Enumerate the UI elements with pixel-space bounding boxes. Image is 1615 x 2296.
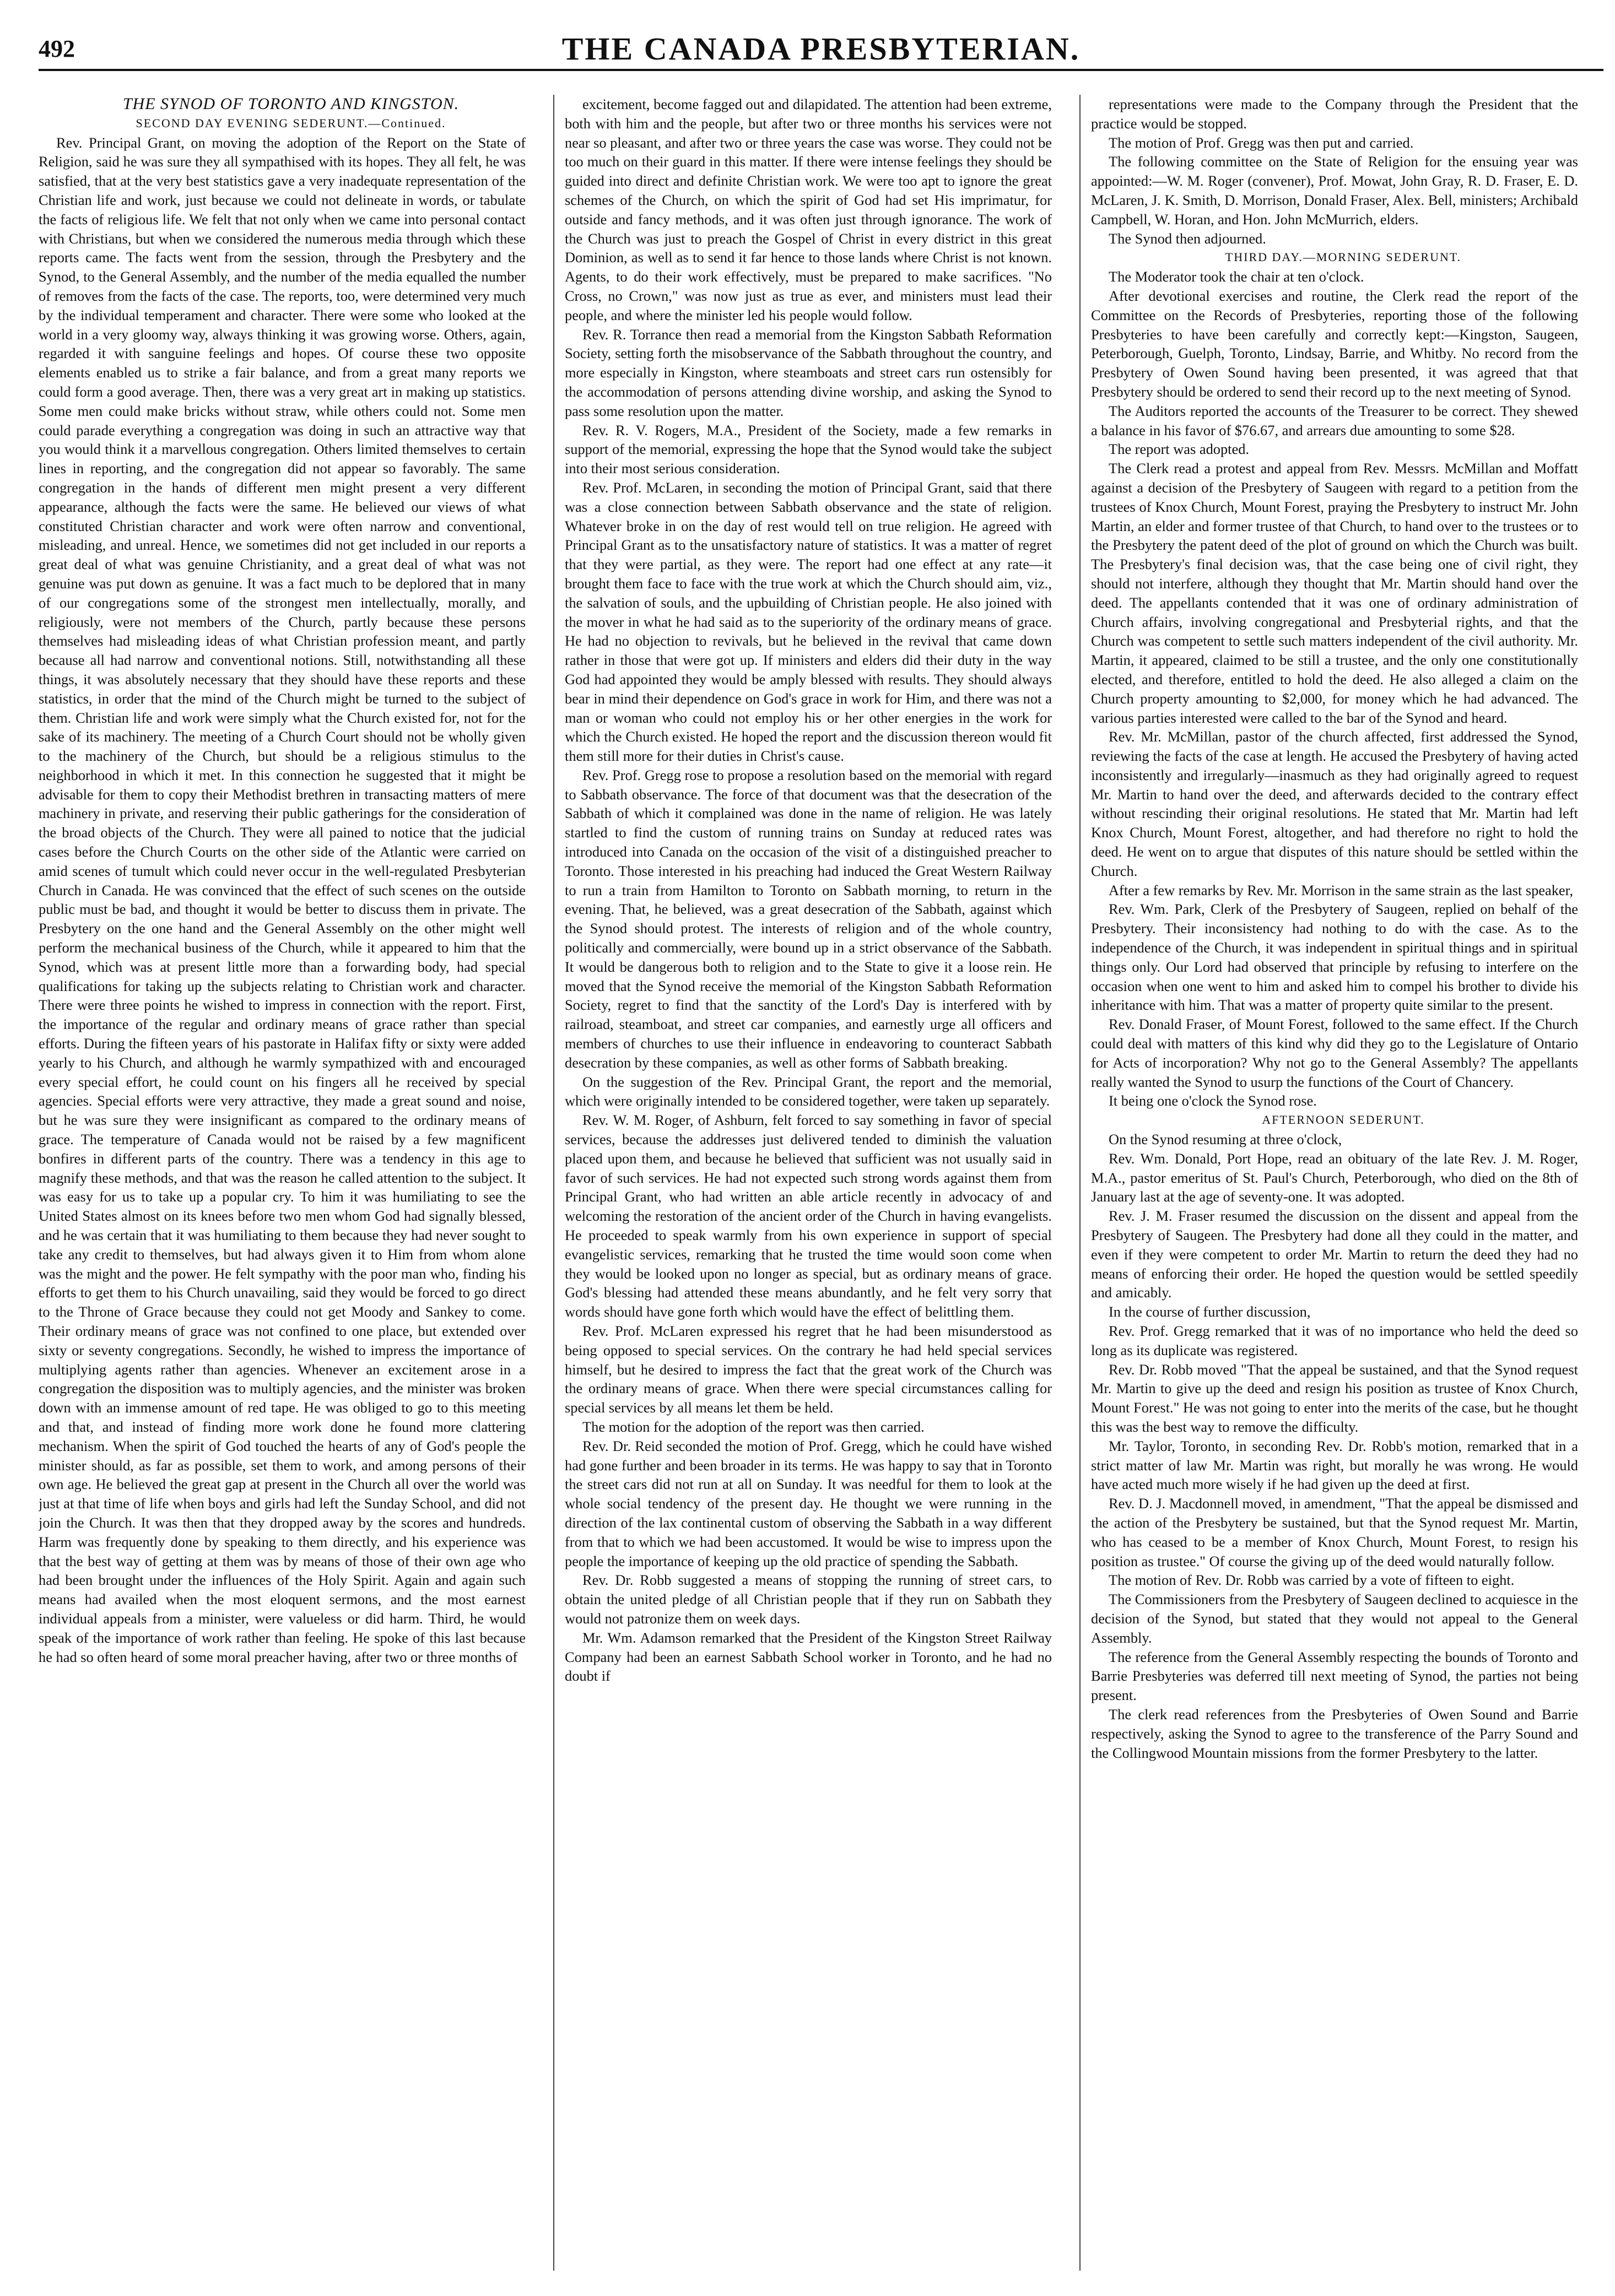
article-paragraph: Rev. Mr. McMillan, pastor of the church affected, first addressed the Synod, reviewing the facts of the case at length. He accused the Presbytery of having acted inconsistently and irregularly—inasmuch as they had originally agreed to request Mr. Martin to hand over the deed, and afterwards decided to the contrary effect without rescinding their original resolutions. He stated that Mr. Martin had left Knox Church, Mount Forest, altogether, and had therefore no right to hold the deed. He went on to argue that disputes of this nature should be settled within the Church. — [1091, 728, 1578, 879]
masthead: THE CANADA PRESBYTERIAN. — [561, 31, 1081, 67]
article-paragraph: The motion for the adoption of the report was then carried. — [582, 1418, 925, 1435]
article-paragraph: representations were made to the Company through the President that the practice would be stopped. — [1091, 96, 1578, 132]
article-paragraph: The Commissioners from the Presbytery of Saugeen declined to acquiesce in the decision of the Synod, but stated that they would not appeal to the General Assembly. — [1091, 1591, 1578, 1646]
article-paragraph: On the Synod resuming at three o'clock, — [1109, 1131, 1342, 1148]
article-paragraph: The report was adopted. — [1109, 441, 1250, 458]
section-subhead: THIRD DAY.—MORNING SEDERUNT. — [1225, 250, 1462, 264]
article-paragraph: Rev. Wm. Donald, Port Hope, read an obituary of the late Rev. J. M. Roger, M.A., pastor emeritus of St. Paul's Church, Peterborough, who died on the 8th of January last at the age of seventy-one. It was adopted. — [1091, 1150, 1578, 1205]
article-paragraph: Rev. D. J. Macdonnell moved, in amendment, "That the appeal be dismissed and the action of the Presbytery be sustained, but that the Synod request Mr. Martin, who has ceased to be a member of Knox Church, Mount Forest, to resign his position as trustee." Of course the giving up of the deed would naturally follow. — [1091, 1495, 1578, 1569]
article-paragraph: On the suggestion of the Rev. Principal Grant, the report and the memorial, which were originally intended to be considered together, were taken up separately. — [565, 1073, 1052, 1109]
article-paragraph: After a few remarks by Rev. Mr. Morrison in the same strain as the last speaker, — [1109, 881, 1573, 898]
article-paragraph: The Moderator took the chair at ten o'clock. — [1109, 268, 1364, 285]
article-paragraph: Rev. Prof. McLaren expressed his regret that he had been misunderstood as being opposed to special services. On the contrary he had held special services himself, but he desired to impress the fact that the great work of the Church was the ordinary means of grace. When there were special circumstances calling for special services by all means let them be held. — [565, 1323, 1052, 1416]
article-paragraph: excitement, become fagged out and dilapidated. The attention had been extreme, both with him and the people, but after two or three months his services were not near so pleasant, and after two or three years the case was worse. They could not be too much on their guard in this matter. If there were intense feelings they should be guided into direct and definite Christian work. We were too apt to ignore the great schemes of the Church, on which the spirit of God had set His imprimatur, for outside and fancy methods, and it was often just through ignorance. The work of the Church was just to preach the Gospel of Christ in every district in this great Dominion, as well as to send it far hence to those lands where Christ is not known. Agents, to do their work effectively, must be prepared to make sacrifices. "No Cross, no Crown," was now just as true as ever, and ministers must lead their people, and where the minister led his people would follow. — [565, 96, 1052, 323]
article-paragraph: Rev. Dr. Reid seconded the motion of Prof. Gregg, which he could have wished had gone further and been broader in its terms. He was happy to say that in Toronto the street cars did not run at all on Sunday. It was needful for them to look at the whole social tendency of the present day. He thought we were running in the direction of the lax continental custom of observing the Sabbath in a way different from that to which we had been accustomed. It would be wise to impress upon the people the importance of keeping up the old practice of spending the Sabbath. — [565, 1437, 1052, 1569]
article-paragraph: Rev. Wm. Park, Clerk of the Presbytery of Saugeen, replied on behalf of the Presbytery. Their inconsistency had nothing to do with the case. As to the independence of the Church, it was independent in spiritual things and in spiritual things only. Our Lord had observed that principle by refusing to interfere on the occasion when one went to him and asked him to compel his brother to divide his inheritance with him. That was a matter of property quite similar to the present. — [1091, 901, 1578, 1014]
article-paragraph: Rev. Principal Grant, on moving the adoption of the Report on the State of Religion, said he was sure they all sympathised with its hopes. They all felt, he was satisfied, that at the very best statistics gave a very inadequate representation of the Christian life and work, just because we could not delineate in words, or tabulate the facts of religious life. We felt that not only when we came into personal contact with Christians, but when we considered the numerous media through which these reports came. The facts went from the session, through the Presbytery and the Synod, to the General Assembly, and the number of the media equalled the number of removes from the facts of the case. The reports, too, were determined very much by the individual temperament and character. There were some who looked at the world in a very gloomy way, always thinking it was growing worse. Others, again, regarded it with sanguine feelings and hopes. Of course these two opposite elements enabled us to strike a fair balance, and from a great many reports we could form a good average. Then, there was a very great art in making up statistics. Some men could make bricks without straw, while others could not. Some men could parade everything a congregation was doing in such an attractive way that you would think it a marvellous congregation. Others limited themselves to certain lines in reporting, and the congregation did not appear so favorably. The same congregation in the hands of different men might present a very different appearance, although the facts were the same. He believed our views of what constituted Christian character and work were often narrow and conventional, misleading, and unreal. Hence, we sometimes did not get included in our reports a great deal of what was genuine Christianity, and a great deal of what was not genuine was put down as genuine. It was a fact much to be deplored that in many of our congregations some of the strongest men intellectually, morally, and religiously, were not members of the Church, partly because these persons themselves had misleading ideas of what Christian profession meant, and partly because all had narrow and conventional notions. Still, notwithstanding all these things, it was absolutely necessary that they should have these reports and these statistics, in order that the mind of the Church might be turned to the subject of them. Christian life and work were simply what the Church existed for, not for the sake of its machinery. The meeting of a Church Court should not be wholly given to the machinery of the Church, but should be a religious stimulus to the neighborhood in which it met. In this connection he suggested that it might be advisable for them to copy their Methodist brethren in transacting matters of mere machinery in private, and reserving their public gatherings for the consideration of the broad objects of the Church. They were all pained to notice that the judicial cases before the Church Courts on the other side of the Atlantic were carried on amid scenes of tumult which could never occur in the well-regulated Presbyterian Church in Canada. He was convinced that the effect of such scenes on the outside public must be bad, and thought it would be better to discuss them in private. The Presbytery on the one hand and the General Assembly on the other might well perform the mechanical business of the Church, while it appeared to him that the Synod, which was at present little more than a forwarding body, had special qualifications for taking up the subjects relating to Christian work and character. There were three points he wished to impress in connection with the report. First, the importance of the regular and ordinary means of grace rather than special efforts. During the fifteen years of his pastorate in Halifax fifty or sixty were added yearly to his Church, and although he warmly sympathized with and encouraged every special effort, he could count on his fingers all he received by special agencies. Special efforts were very attractive, they made a great sound and noise, but he was sure they were insignificant as compared to the ordinary means of grace. The temperature of Canada would not be raised by a few magnificent bonfires in different parts of the country. There was a tendency in this age to magnify these methods, and that was the reason he called attention to the subject. It was easy for us to take up a popular cry. To him it was humiliating to see the United States almost on its knees before two men whom God had signally blessed, and he was certain that it was humiliating to them because they had never sought to take any credit to themselves, but had always given it to Him from whom alone was the might and the power. He felt sympathy with the poor man who, finding his efforts to get them to his Church unavailing, said they would be forced to go direct to the Throne of Grace because they could not get Moody and Sankey to come. Their ordinary means of grace was not confined to one place, but extended over sixty or seventy congregations. Secondly, he wished to impress the importance of multiplying agents rather than agencies. Whenever an excitement arose in a congregation the disposition was to multiply agencies, and the minister was broken down with an immense amount of red tape. He was obliged to go to this meeting and that, and instead of finding more work done he found more clattering mechanism. When the spirit of God touched the hearts of any of God's people the minister should, as far as possible, set them to work, and among persons of their own age. He believed the great gap at present in the Church all over the world was just at that time of life when boys and girls had left the Sunday School, and did not join the Church. It was then that they dropped away by the scores and hundreds. Harm was frequently done by speaking to them directly, and his experience was that the best way of getting at them was by means of those of their own age who had been brought under the influences of the Holy Spirit. Again and again such means had availed when the most eloquent sermons, and the most earnest individual appeals from a minister, were valueless or did harm. Third, he would speak of the importance of work rather than feeling. He spoke of this last because he had so often heard of some moral preacher having, after two or three months of — [39, 134, 526, 1665]
article-paragraph: Rev. J. M. Fraser resumed the discussion on the dissent and appeal from the Presbytery of Saugeen. The Presbytery had done all they could in the matter, and even if they were competent to order Mr. Martin to return the deed they had no means of enforcing their order. He hoped the question would be settled speedily and amicably. — [1091, 1207, 1578, 1301]
article-paragraph: The Synod then adjourned. — [1109, 230, 1266, 247]
article-paragraph: The clerk read references from the Presbyteries of Owen Sound and Barrie respectively, asking the Synod to agree to the transference of the Parry Sound and the Collingwood Mountain missions from the former Presbytery to the latter. — [1091, 1705, 1578, 1761]
article-paragraph: Rev. Dr. Robb suggested a means of stopping the running of street cars, to obtain the united pledge of all Christian people that if they run on Sabbath they would not patronize them on week days. — [565, 1572, 1052, 1627]
article-paragraph: Rev. R. V. Rogers, M.A., President of the Society, made a few remarks in support of the memorial, expressing the hope that the Synod would take the subject into their most serious consideration. — [565, 421, 1052, 477]
article-paragraph: Mr. Wm. Adamson remarked that the President of the Kingston Street Railway Company had been an earnest Sabbath School worker in Toronto, and he had no doubt if — [565, 1629, 1052, 1685]
column-2 — [565, 95, 1052, 2276]
article-title: THE SYNOD OF TORONTO AND KINGSTON. — [122, 95, 460, 113]
section-subhead: SECOND DAY EVENING SEDERUNT.—Continued. — [136, 116, 446, 130]
article-paragraph: The reference from the General Assembly respecting the bounds of Toronto and Barrie Presbyteries was deferred till next meeting of Synod, the parties not being present. — [1091, 1648, 1578, 1704]
article-paragraph: After devotional exercises and routine, the Clerk read the report of the Committee on the Records of Presbyteries, reporting those of the following Presbyteries to have been carefully and correctly kept:—Kingston, Saugeen, Peterborough, Guelph, Toronto, Lindsay, Barrie, and Whitby. No record from the Presbytery of Owen Sound having been presented, it was agreed that that Presbytery should be ordered to send their record up to the next meeting of Synod. — [1091, 287, 1578, 400]
column-divider — [553, 95, 554, 2271]
column-1 — [39, 95, 526, 2276]
article-paragraph: Rev. Donald Fraser, of Mount Forest, followed to the same effect. If the Church could deal with matters of this kind why did they go to the Legislature of Ontario for Acts of incorporation? Why not go to the General Assembly? The appellants really wanted the Synod to usurp the functions of the Court of Chancery. — [1091, 1016, 1578, 1090]
article-paragraph: The motion of Rev. Dr. Robb was carried by a vote of fifteen to eight. — [1109, 1572, 1515, 1589]
article-paragraph: The following committee on the State of Religion for the ensuing year was appointed:—W. M. Roger (convener), Prof. Mowat, John Gray, R. D. Fraser, E. D. McLaren, J. K. Smith, D. Morrison, Donald Fraser, Alex. Bell, ministers; Archibald Campbell, W. Horan, and Hon. John McMurrich, elders. — [1091, 153, 1578, 228]
article-paragraph: Rev. Prof. Gregg remarked that it was of no importance who held the deed so long as its duplicate was registered. — [1091, 1323, 1578, 1358]
page-header — [39, 30, 1603, 67]
article-paragraph: In the course of further discussion, — [1109, 1303, 1311, 1320]
article-paragraph: Rev. Dr. Robb moved "That the appeal be sustained, and that the Synod request Mr. Martin to give up the deed and resign his position as trustee of Knox Church, Mount Forest." He was not going to enter into the merits of the case, but he thought this was the best way to remove the difficulty. — [1091, 1361, 1578, 1435]
column-divider — [1079, 95, 1081, 2271]
page-number: 492 — [39, 35, 75, 62]
article-paragraph: Rev. R. Torrance then read a memorial from the Kingston Sabbath Reformation Society, setting forth the misobservance of the Sabbath throughout the country, and more especially in Kingston, where steamboats and street cars run ostensibly for the accommodation of persons attending divine worship, and asking the Synod to pass some resolution upon the matter. — [565, 326, 1052, 419]
article-paragraph: The Auditors reported the accounts of the Treasurer to be correct. They shewed a balance in his favor of $76.67, and arrears due amounting to some $28. — [1091, 402, 1578, 438]
article-paragraph: Rev. W. M. Roger, of Ashburn, felt forced to say something in favor of special services, because the addresses just delivered tended to diminish the valuation placed upon them, and because he believed that sufficient was not usually said in favor of such services. He had not expected such strong words against them from Principal Grant, who had written an able article recently in advocacy of and welcoming the restoration of the ancient order of the Church in having evangelists. He proceeded to speak warmly from his own experience in support of special evangelistic services, remarking that he trusted the time would soon come when they would be looked upon no longer as special, but as ordinary means of grace. God's blessing had attended these means abundantly, and he felt very sorry that words should have gone forth which would have the effect of belittling them. — [565, 1112, 1052, 1320]
article-paragraph: The Clerk read a protest and appeal from Rev. Messrs. McMillan and Moffatt against a decision of the Presbytery of Saugeen with regard to a petition from the trustees of Knox Church, Mount Forest, praying the Presbytery to instruct Mr. John Martin, an elder and former trustee of that Church, to hand over to the trustees or to the Presbytery the patent deed of the plot of ground on which the Church was built. The Presbytery's final decision was, that the case being one of civil right, they should not interfere, although they thought that Mr. Martin should hand over the deed. The appellants contended that it was one of ordinary administration of Church affairs, involving congregational and Presbyterial rights, and that the Church was competent to settle such matters independent of the civil authority. Mr. Martin, it appeared, claimed to be still a trustee, and the only one constitutionally elected, and therefore, entitled to hold the deed. He also alleged a claim on the Church property amounting to $2,000, for money which he had advanced. The various parties interested were called to the bar of the Synod and heard. — [1091, 460, 1578, 726]
article-paragraph: Rev. Prof. McLaren, in seconding the motion of Principal Grant, said that there was a close connection between Sabbath observance and the state of religion. Whatever broke in on the day of rest would tell on true religion. He agreed with Principal Grant as to the unsatisfactory nature of statistics. It was a matter of regret that they were partial, as they were. The report had one effect at any rate—it brought them face to face with the true work at which the Church should aim, viz., the salvation of souls, and the upbuilding of Christian people. He also joined with the mover in what he had said as to the superiority of the ordinary means of grace. He had no objection to revivals, but he believed in the revival that came down rather in those that were got up. If ministers and elders did their duty in the way God had appointed they would be amply blessed with results. They should always bear in mind their dependence on God's grace in work for Him, and there was not a man or woman who could not employ his or her other energies in the work for which the Church existed. He hoped the report and the discussion thereon would fit them still more for their duties in Christ's cause. — [565, 479, 1052, 765]
article-paragraph: The motion of Prof. Gregg was then put and carried. — [1109, 134, 1414, 151]
section-subhead: AFTERNOON SEDERUNT. — [1262, 1113, 1425, 1127]
article-paragraph: Mr. Taylor, Toronto, in seconding Rev. Dr. Robb's motion, remarked that in a strict matter of law Mr. Martin was right, but morally he was wrong. He would have acted much more wisely if he had given up the deed at first. — [1091, 1437, 1578, 1493]
article-paragraph: Rev. Prof. Gregg rose to propose a resolution based on the memorial with regard to Sabbath observance. The force of that document was that the desecration of the Sabbath of which it complained was done in the name of religion. He was lately startled to find the custom of running trains on Sunday at reduced rates was introduced into Canada on the occasion of the visit of a distinguished preacher to Toronto. Those interested in his preaching had induced the Great Western Railway to run a train from Hamilton to Toronto on Sabbath morning, to return in the evening. That, he believed, was a great desecration of the Sabbath, against which the Synod should protest. The interests of religion and of the whole country, politically and commercially, were bound up in a strict observance of the Sabbath. It would be dangerous both to religion and to the State to give it a loose rein. He moved that the Synod receive the memorial of the Kingston Sabbath Reformation Society, regret to find that the sanctity of the Lord's Day is interfered with by railroad, steamboat, and street car companies, and earnestly urge all officers and members of churches to use their influence in endeavoring to counteract Sabbath desecration by these companies, as well as other forms of Sabbath breaking. — [565, 766, 1052, 1071]
header-rule — [39, 69, 1603, 71]
article-paragraph: It being one o'clock the Synod rose. — [1109, 1092, 1317, 1109]
column-3 — [1091, 95, 1578, 2276]
